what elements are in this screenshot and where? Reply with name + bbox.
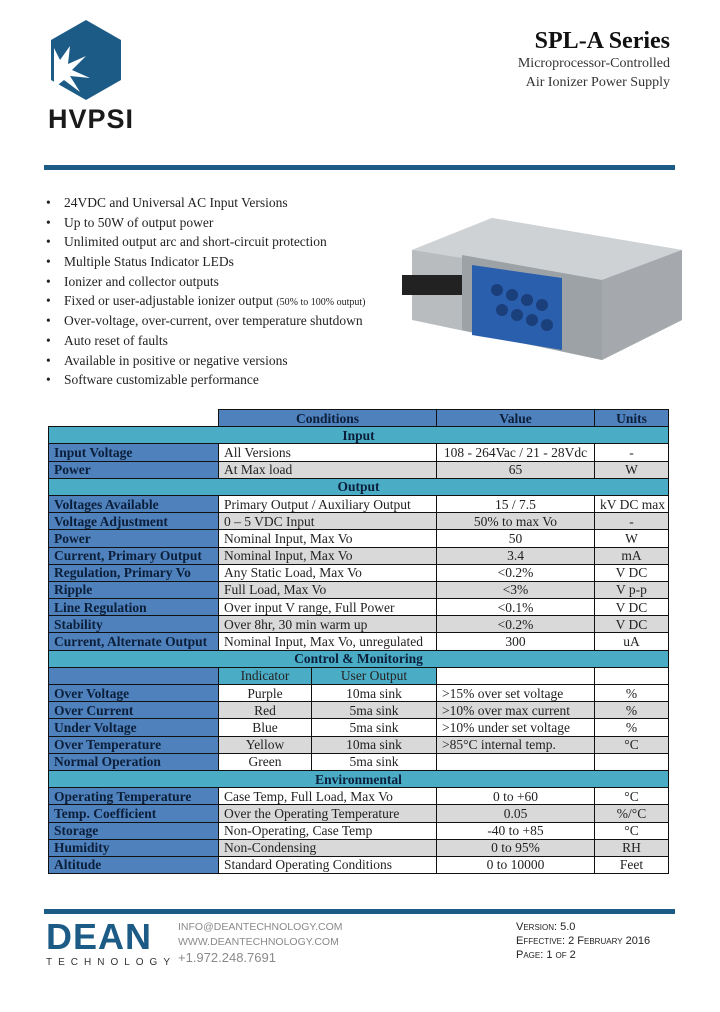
row-user-output: 5ma sink [312,753,437,770]
row-indicator: Yellow [219,736,312,753]
row-label: Voltage Adjustment [49,513,219,530]
page-title: SPL-A Series [534,28,670,54]
row-units: % [595,685,669,702]
row-conditions: At Max load [219,461,437,478]
table-row [49,805,669,822]
table-row [49,753,669,770]
row-conditions: Nominal Input, Max Vo [219,547,437,564]
row-label: Storage [49,822,219,839]
row-units: Feet [595,856,669,873]
table-row [49,719,669,736]
table-row [49,547,669,564]
row-value [437,753,595,770]
table-row [49,788,669,805]
row-label: Line Regulation [49,599,219,616]
row-label: Over Current [49,702,219,719]
row-conditions: Over input V range, Full Power [219,599,437,616]
row-indicator: Green [219,753,312,770]
feature-bullet [44,272,365,292]
row-conditions: All Versions [219,444,437,461]
section-title: Input [49,427,669,444]
row-conditions: Standard Operating Conditions [219,856,437,873]
row-value: 3.4 [437,547,595,564]
dean-technology-logo [46,916,177,968]
row-label: Humidity [49,839,219,856]
row-units: - [595,444,669,461]
feature-text: Ionizer and collector outputs [64,273,219,289]
footer-divider [44,909,675,914]
feature-text: Fixed or user-adjustable ionizer output [64,293,273,309]
row-value: <0.2% [437,616,595,633]
subtitle-line-1: Microprocessor-Controlled [517,56,670,71]
row-value: >10% over max current [437,702,595,719]
blank-cell [595,667,669,684]
section-row [49,650,669,667]
feature-bullet [44,351,365,371]
section-row [49,770,669,787]
row-units: % [595,719,669,736]
row-label: Input Voltage [49,444,219,461]
row-value: <0.1% [437,599,595,616]
table-row [49,616,669,633]
row-conditions: Nominal Input, Max Vo [219,530,437,547]
table-row [49,444,669,461]
row-label: Operating Temperature [49,788,219,805]
row-conditions: Primary Output / Auxiliary Output [219,495,437,512]
feature-text: Up to 50W of output power [64,214,214,230]
row-conditions: 0 – 5 VDC Input [219,513,437,530]
row-units: RH [595,839,669,856]
header-conditions: Conditions [219,410,437,427]
feature-text: 24VDC and Universal AC Input Versions [64,195,288,210]
blank-cell [437,667,595,684]
page-number: Page: 1 of 2 [516,949,576,961]
feature-list [44,193,365,390]
feature-bullet [44,291,365,311]
feature-note: (50% to 100% output) [276,297,366,309]
row-units: °C [595,788,669,805]
row-user-output: 5ma sink [312,719,437,736]
row-value: 0 to +60 [437,788,595,805]
row-indicator: Purple [219,685,312,702]
feature-text: Unlimited output arc and short-circuit protection [64,234,327,250]
row-units: V DC [595,599,669,616]
row-label: Normal Operation [49,753,219,770]
table-row [49,530,669,547]
row-units: V DC [595,564,669,581]
row-label: Power [49,461,219,478]
dean-logo-main: DEAN [46,916,153,957]
row-units [595,753,669,770]
blank-cell [49,667,219,684]
section-title: Environmental [49,770,669,787]
table-row [49,822,669,839]
table-header-row [49,410,669,427]
row-user-output: 5ma sink [312,702,437,719]
row-conditions: Over 8hr, 30 min warm up [219,616,437,633]
table-row [49,633,669,650]
row-label: Altitude [49,856,219,873]
header-divider [44,165,675,170]
feature-text: Auto reset of faults [64,332,168,348]
specifications-table [48,409,669,874]
row-units: W [595,530,669,547]
blank-cell [49,410,219,427]
dean-logo-sub: TECHNOLOGY [46,957,177,968]
row-value: >85°C internal temp. [437,736,595,753]
table-row [49,513,669,530]
table-row [49,736,669,753]
row-conditions: Non-Condensing [219,839,437,856]
row-units: °C [595,822,669,839]
row-units: V DC [595,616,669,633]
row-value: -40 to +85 [437,822,595,839]
row-label: Over Temperature [49,736,219,753]
row-label: Power [49,530,219,547]
row-units: W [595,461,669,478]
contact-info [178,920,342,965]
logo-text: HVPSI [48,104,135,134]
row-conditions: Nominal Input, Max Vo, unregulated [219,633,437,650]
feature-bullet [44,252,365,272]
row-label: Over Voltage [49,685,219,702]
row-units: %/°C [595,805,669,822]
table-row [49,495,669,512]
row-value: 300 [437,633,595,650]
row-units: V p-p [595,581,669,598]
row-user-output: 10ma sink [312,736,437,753]
row-units: mA [595,547,669,564]
document-info [516,920,650,962]
row-conditions: Over the Operating Temperature [219,805,437,822]
row-label: Regulation, Primary Vo [49,564,219,581]
table-row [49,839,669,856]
row-label: Stability [49,616,219,633]
row-value: 50% to max Vo [437,513,595,530]
row-value: >15% over set voltage [437,685,595,702]
section-row [49,427,669,444]
table-row [49,685,669,702]
row-value: 0 to 95% [437,839,595,856]
feature-bullet [44,331,365,351]
row-conditions: Non-Operating, Case Temp [219,822,437,839]
website-link[interactable]: WWW.DEANTECHNOLOGY.COM [178,936,339,948]
feature-text: Software customizable performance [64,372,259,388]
row-value: 0.05 [437,805,595,822]
table-row [49,581,669,598]
subheader-user-output: User Output [312,667,437,684]
row-units: °C [595,736,669,753]
row-conditions: Case Temp, Full Load, Max Vo [219,788,437,805]
row-indicator: Blue [219,719,312,736]
row-label: Ripple [49,581,219,598]
feature-bullet [44,213,365,233]
row-conditions: Full Load, Max Vo [219,581,437,598]
table-row [49,564,669,581]
feature-bullet [44,232,365,252]
row-user-output: 10ma sink [312,685,437,702]
table-row [49,856,669,873]
feature-bullet [44,193,365,213]
row-value: 108 - 264Vac / 21 - 28Vdc [437,444,595,461]
feature-text: Over-voltage, over-current, over temperature shutdown [64,313,363,329]
row-value: 50 [437,530,595,547]
feature-bullet [44,311,365,331]
row-value: 15 / 7.5 [437,495,595,512]
subtitle-line-2: Air Ionizer Power Supply [525,75,670,90]
row-indicator: Red [219,702,312,719]
header-value: Value [437,410,595,427]
row-units: % [595,702,669,719]
row-units: kV DC max [595,495,669,512]
row-label: Current, Alternate Output [49,633,219,650]
header-units: Units [595,410,669,427]
row-conditions: Any Static Load, Max Vo [219,564,437,581]
row-value: 0 to 10000 [437,856,595,873]
product-image [382,210,692,370]
section-title: Output [49,478,669,495]
table-row [49,702,669,719]
row-label: Current, Primary Output [49,547,219,564]
table-row [49,599,669,616]
row-label: Temp. Coefficient [49,805,219,822]
row-value: <0.2% [437,564,595,581]
feature-text: Multiple Status Indicator LEDs [64,254,234,270]
row-label: Voltages Available [49,495,219,512]
row-units: uA [595,633,669,650]
row-label: Under Voltage [49,719,219,736]
feature-text: Available in positive or negative versions [64,352,288,368]
subheader-indicator: Indicator [219,667,312,684]
phone-number: +1.972.248.7691 [178,950,276,965]
section-title: Control & Monitoring [49,650,669,667]
version: Version: 5.0 [516,921,576,933]
feature-bullet [44,370,365,390]
email-link[interactable]: INFO@DEANTECHNOLOGY.COM [178,921,343,933]
row-value: 65 [437,461,595,478]
row-units: - [595,513,669,530]
subheader-row [49,667,669,684]
row-value: >10% under set voltage [437,719,595,736]
section-row [49,478,669,495]
table-row [49,461,669,478]
effective-date: Effective: 2 February 2016 [516,935,651,947]
row-value: <3% [437,581,595,598]
